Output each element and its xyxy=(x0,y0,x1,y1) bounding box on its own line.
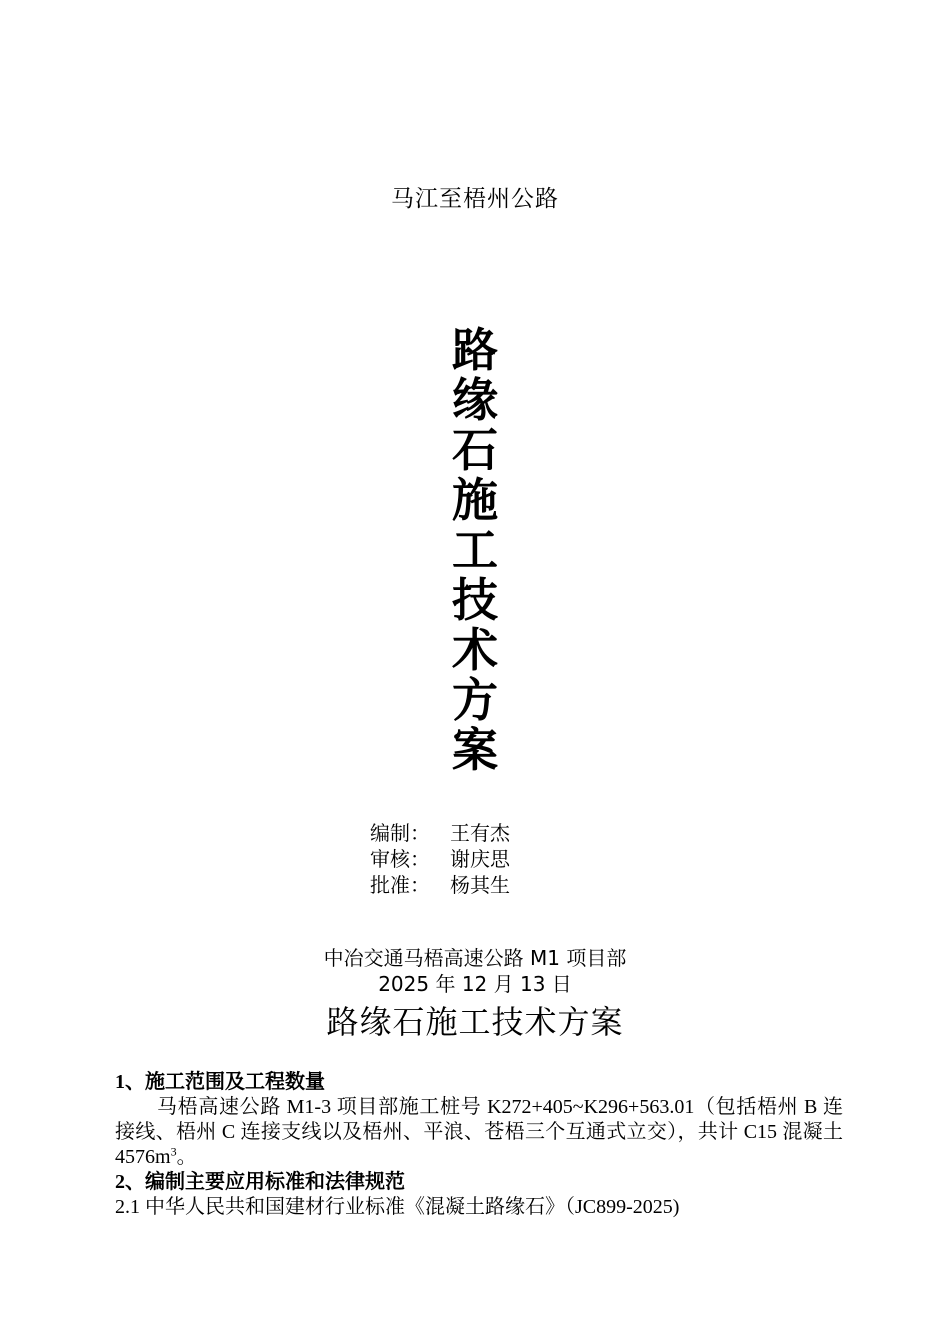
signoff-block xyxy=(370,820,510,898)
signoff-name: 王有杰 xyxy=(450,821,510,845)
signoff-row-compiled xyxy=(370,820,510,846)
vertical-title-char: 路 xyxy=(452,323,498,377)
project-subtitle: 马江至梧州公路 xyxy=(391,186,559,212)
signoff-row-approved xyxy=(370,872,510,898)
vertical-title-char: 案 xyxy=(452,723,498,777)
section-paragraph xyxy=(115,1095,843,1170)
vertical-title-char: 术 xyxy=(452,623,498,677)
signoff-label: 编制： xyxy=(370,821,430,845)
paragraph-text: 马梧高速公路 M1-3 项目部施工桩号 K272+405~K296+563.01（包括梧州 B 连接线、梧州 C 连接支线以及梧州、平浪、苍梧三个互通式立交），共计 C15 混凝土 4576m xyxy=(115,1096,843,1168)
document-date: 2025 年 12 月 13 日 xyxy=(378,972,572,996)
signoff-row-reviewed xyxy=(370,846,510,872)
vertical-cover-title xyxy=(425,325,525,775)
vertical-title-char: 工 xyxy=(452,523,498,577)
superscript-text: 3 xyxy=(170,1144,177,1159)
signoff-label: 批准： xyxy=(370,873,430,897)
vertical-title-char: 施 xyxy=(452,473,498,527)
list-item: 2.1 中华人民共和国建材行业标准《混凝土路缘石》（JC899-2025) xyxy=(115,1196,680,1218)
section-heading: 2、编制主要应用标准和法律规范 xyxy=(115,1171,405,1193)
vertical-title-char: 技 xyxy=(452,573,498,627)
section-heading: 1、施工范围及工程数量 xyxy=(115,1071,325,1093)
paragraph-text-end: 。 xyxy=(176,1146,197,1168)
vertical-title-char: 缘 xyxy=(452,373,498,427)
signoff-name: 谢庆思 xyxy=(450,847,510,871)
document-title: 路缘石施工技术方案 xyxy=(326,1003,624,1041)
signoff-name: 杨其生 xyxy=(450,873,510,897)
document-body xyxy=(115,1070,843,1220)
vertical-title-char: 石 xyxy=(452,423,498,477)
signoff-label: 审核： xyxy=(370,847,430,871)
organization-name: 中冶交通马梧高速公路 M1 项目部 xyxy=(323,946,627,970)
vertical-title-char: 方 xyxy=(452,673,498,727)
